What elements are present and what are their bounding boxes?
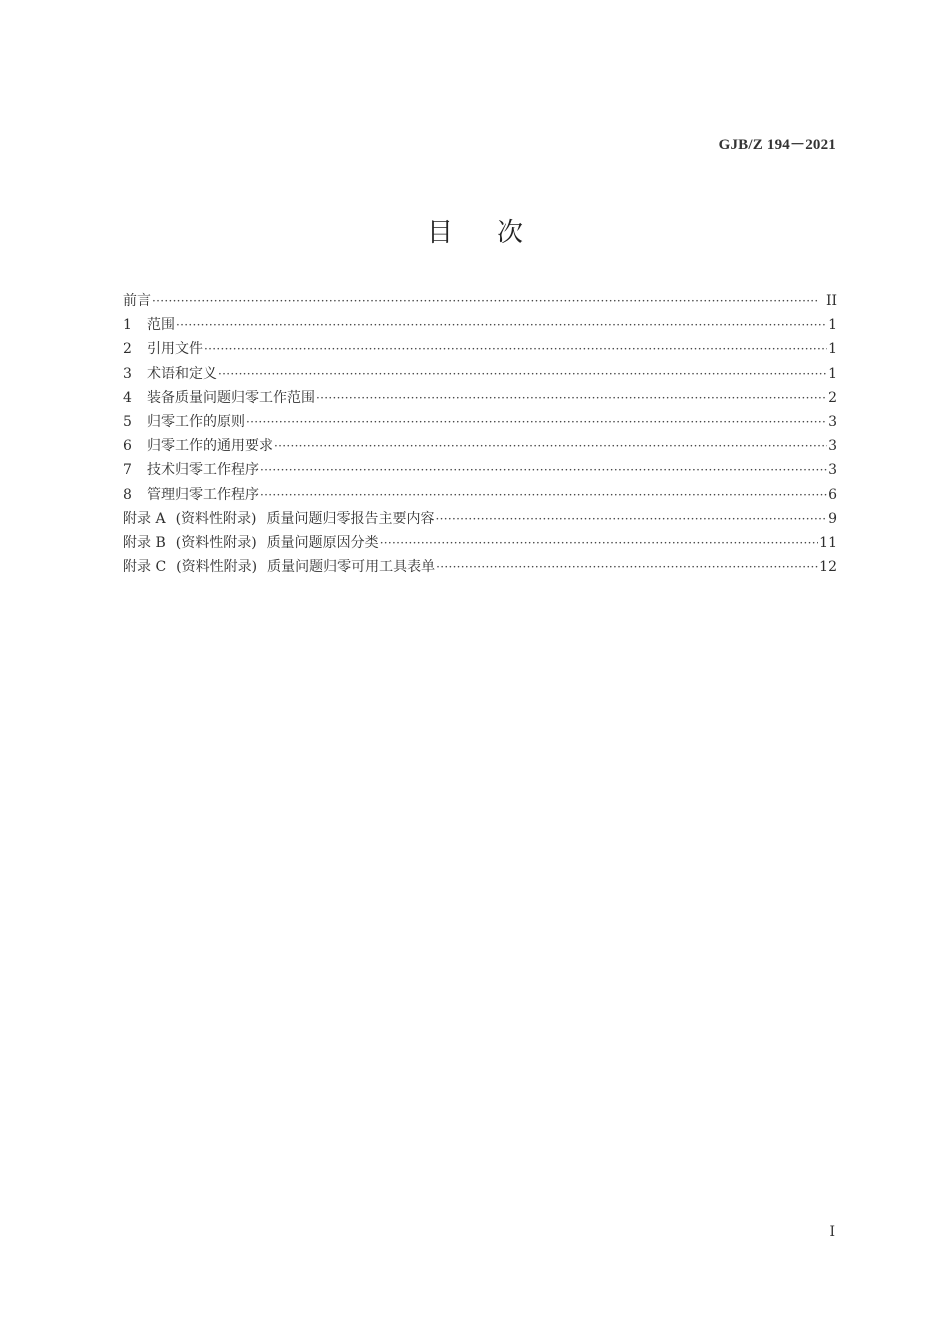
toc-entry-number: 4	[123, 389, 132, 406]
toc-entry-number: 8	[123, 486, 132, 503]
toc-entry-title: 归零工作的通用要求	[147, 438, 273, 455]
page-title	[0, 212, 950, 249]
toc-appendix-heading	[123, 532, 379, 552]
toc-appendix-heading	[123, 556, 435, 576]
toc-entry-1[interactable]	[123, 314, 837, 338]
appendix-label: 附录 C	[123, 559, 167, 576]
toc-entry-page: 6	[828, 486, 837, 503]
toc-leader-dots	[436, 560, 818, 574]
appendix-title: 质量问题归零报告主要内容	[266, 510, 435, 527]
toc-entry-title: 术语和定义	[147, 365, 217, 382]
page-title-part2: 次	[497, 218, 524, 248]
appendix-title: 质量问题归零可用工具表单	[267, 559, 436, 576]
toc-leader-dots	[380, 536, 818, 550]
toc-leader-dots	[260, 488, 827, 502]
toc-entry-page: 3	[828, 462, 837, 479]
toc-entry-page: 2	[828, 389, 837, 406]
appendix-type: (资料性附录)	[175, 510, 257, 527]
toc-leader-dots	[274, 439, 827, 453]
appendix-title: 质量问题原因分类	[266, 534, 379, 551]
toc-entry-title: 引用文件	[147, 341, 203, 358]
toc-entry-page: 1	[828, 365, 837, 382]
toc-entry-title: 装备质量问题归零工作范围	[147, 389, 315, 406]
toc-appendix-a[interactable]	[123, 508, 837, 532]
toc-entry-page: 12	[819, 559, 837, 576]
toc-entry-title: 前言	[123, 293, 151, 309]
toc-entry-page: 1	[828, 341, 837, 358]
toc-leader-dots	[218, 367, 827, 381]
toc-entry-number: 2	[123, 341, 132, 358]
toc-entry-page: 3	[828, 413, 837, 430]
toc-entry-page: 9	[828, 510, 837, 527]
appendix-type: (资料性附录)	[175, 534, 257, 551]
toc-entry-8[interactable]	[123, 484, 837, 508]
appendix-label: 附录 A	[123, 510, 166, 527]
toc-entry-4[interactable]	[123, 387, 837, 411]
toc-appendix-heading	[123, 508, 435, 528]
table-of-contents	[123, 290, 837, 580]
toc-entry-3[interactable]	[123, 363, 837, 387]
toc-entry-preface[interactable]	[123, 290, 837, 314]
toc-entry-page: II	[825, 293, 837, 309]
toc-entry-title: 管理归零工作程序	[147, 486, 259, 503]
toc-leader-dots	[260, 463, 827, 477]
toc-entry-2[interactable]	[123, 338, 837, 362]
toc-leader-dots	[176, 318, 827, 332]
toc-entry-5[interactable]	[123, 411, 837, 435]
document-code: GJB/Z 194－2021	[718, 137, 836, 153]
toc-leader-dots	[316, 391, 827, 405]
toc-entry-number: 5	[123, 413, 132, 430]
appendix-type: (资料性附录)	[176, 559, 258, 576]
appendix-label: 附录 B	[123, 534, 166, 551]
toc-entry-number: 3	[123, 365, 132, 382]
toc-entry-number: 7	[123, 462, 132, 479]
toc-appendix-b[interactable]	[123, 532, 837, 556]
toc-entry-7[interactable]	[123, 459, 837, 483]
toc-entry-title: 范围	[147, 317, 175, 334]
toc-entry-6[interactable]	[123, 435, 837, 459]
toc-leader-dots	[152, 294, 825, 308]
toc-leader-dots	[246, 415, 827, 429]
toc-entry-number: 1	[123, 317, 132, 334]
toc-entry-page: 3	[828, 438, 837, 455]
toc-entry-title: 技术归零工作程序	[147, 462, 259, 479]
toc-leader-dots	[436, 512, 828, 526]
page-number: I	[829, 1224, 835, 1240]
toc-appendix-c[interactable]	[123, 556, 837, 580]
toc-entry-number: 6	[123, 438, 132, 455]
toc-leader-dots	[204, 342, 827, 356]
toc-entry-page: 11	[819, 534, 837, 551]
page-title-part1: 目	[426, 218, 453, 248]
toc-entry-title: 归零工作的原则	[147, 413, 245, 430]
toc-entry-page: 1	[828, 317, 837, 334]
